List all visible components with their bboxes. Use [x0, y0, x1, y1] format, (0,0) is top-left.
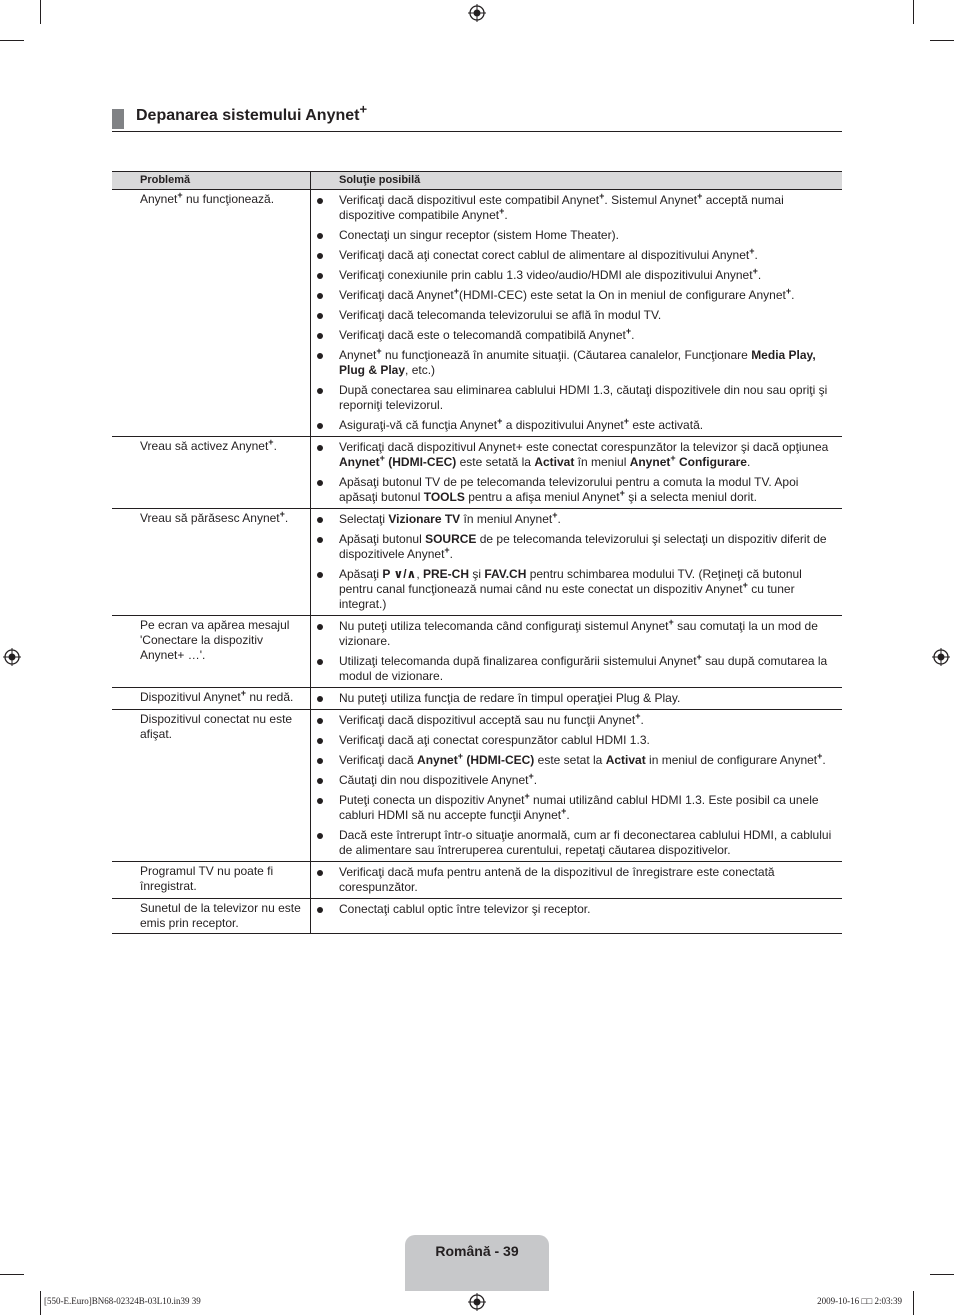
list-item: Conectaţi cablul optic între televizor şi receptor. — [311, 902, 836, 917]
solution-cell — [311, 899, 843, 934]
registration-mark-icon — [468, 4, 486, 22]
registration-mark-icon — [3, 648, 21, 666]
problem-cell: Sunetul de la televizor nu este emis prin receptor. — [112, 899, 311, 934]
list-item: Verificaţi dacă aţi conectat corespunzător cablul HDMI 1.3. — [311, 733, 836, 748]
table-row — [112, 509, 842, 616]
solution-list — [311, 691, 836, 706]
list-item: Puteţi conecta un dispozitiv Anynet+ numai utilizând cablul HDMI 1.3. Este posibil ca unele cabluri HDMI să nu accepte funcţii Anynet+. — [311, 793, 836, 823]
list-item: Asiguraţi-vă că funcţia Anynet+ a dispozitivului Anynet+ este activată. — [311, 418, 836, 433]
problem-cell: Dispozitivul conectat nu este afişat. — [112, 710, 311, 862]
print-info-file: [550-E.Euro]BN68-02324B-03L10.in39 39 — [44, 1296, 201, 1306]
solution-cell — [311, 862, 843, 899]
crop-mark — [930, 1274, 954, 1275]
list-item: Verificaţi conexiunile prin cablu 1.3 video/audio/HDMI ale dispozitivului Anynet+. — [311, 268, 836, 283]
registration-mark-icon — [932, 648, 950, 666]
solution-cell — [311, 437, 843, 509]
troubleshooting-table — [112, 171, 842, 934]
page-number: Română - 39 — [435, 1243, 519, 1259]
table-row — [112, 437, 842, 509]
table-row — [112, 862, 842, 899]
list-item: Apăsaţi butonul SOURCE de pe telecomanda televizorului şi selectaţi un dispozitiv diferit de dispozitivele Anynet+. — [311, 532, 836, 562]
solution-list — [311, 713, 836, 858]
table-row — [112, 710, 842, 862]
solution-cell — [311, 509, 843, 616]
section-heading — [112, 101, 842, 132]
list-item: Verificaţi dacă aţi conectat corect cablul de alimentare al dispozitivului Anynet+. — [311, 248, 836, 263]
problem-cell: Anynet+ nu funcţionează. — [112, 190, 311, 437]
crop-mark — [40, 0, 41, 24]
solution-list — [311, 193, 836, 433]
table-row — [112, 688, 842, 710]
list-item: Verificaţi dacă dispozitivul acceptă sau nu funcţii Anynet+. — [311, 713, 836, 728]
table-header-row — [112, 172, 842, 190]
list-item: Verificaţi dacă telecomanda televizorului se află în modul TV. — [311, 308, 836, 323]
solution-list — [311, 865, 836, 895]
crop-mark — [40, 1291, 41, 1315]
crop-mark — [0, 40, 24, 41]
list-item: Selectaţi Vizionare TV în meniul Anynet+. — [311, 512, 836, 527]
list-item: Verificaţi dacă dispozitivul este compatibil Anynet+. Sistemul Anynet+ acceptă numai dispozitive compatibile Anynet+. — [311, 193, 836, 223]
solution-cell — [311, 688, 843, 710]
crop-mark — [0, 1274, 24, 1275]
problem-cell: Vreau să activez Anynet+. — [112, 437, 311, 509]
list-item: Verificaţi dacă este o telecomandă compatibilă Anynet+. — [311, 328, 836, 343]
page-number-tab — [405, 1235, 549, 1291]
table-row — [112, 616, 842, 688]
list-item: Nu puteţi utiliza funcţia de redare în timpul operaţiei Plug & Play. — [311, 691, 836, 706]
list-item: Anynet+ nu funcţionează în anumite situaţii. (Căutarea canalelor, Funcţionare Media Play, Plug & Play, etc.) — [311, 348, 836, 378]
solution-cell — [311, 616, 843, 688]
list-item: Nu puteţi utiliza telecomanda când configuraţi sistemul Anynet+ sau comutaţi la un mod de vizionare. — [311, 619, 836, 649]
list-item: Apăsaţi butonul TV de pe telecomanda televizorului pentru a comuta la modul TV. Apoi apăsaţi butonul TOOLS pentru a afişa meniul Anynet+ şi a selecta meniul dorit. — [311, 475, 836, 505]
list-item: Căutaţi din nou dispozitivele Anynet+. — [311, 773, 836, 788]
solution-list — [311, 902, 836, 917]
solution-list — [311, 619, 836, 684]
list-item: După conectarea sau eliminarea cablului HDMI 1.3, căutaţi dispozitivele din nou sau opriţi şi reporniţi televizorul. — [311, 383, 836, 413]
solution-cell — [311, 710, 843, 862]
list-item: Utilizaţi telecomanda după finalizarea configurării sistemului Anynet+ sau după comutarea la modul de vizionare. — [311, 654, 836, 684]
solution-cell — [311, 190, 843, 437]
problem-cell: Vreau să părăsesc Anynet+. — [112, 509, 311, 616]
header-solution: Soluţie posibilă — [311, 172, 843, 190]
solution-list — [311, 440, 836, 505]
crop-mark — [913, 1291, 914, 1315]
list-item: Conectaţi un singur receptor (sistem Home Theater). — [311, 228, 836, 243]
print-info-date: 2009-10-16 □□ 2:03:39 — [817, 1296, 902, 1306]
list-item: Verificaţi dacă mufa pentru antenă de la dispozitivul de înregistrare este conectată corespunzător. — [311, 865, 836, 895]
crop-mark — [930, 40, 954, 41]
header-problem: Problemă — [112, 172, 311, 190]
list-item: Apăsaţi P ∨/∧, PRE-CH şi FAV.CH pentru schimbarea modului TV. (Reţineţi că butonul pentru canal funcţionează numai când nu este conectat un dispozitiv Anynet+ cu tuner integrat.) — [311, 567, 836, 612]
list-item: Dacă este întrerupt într-o situaţie anormală, cum ar fi deconectarea cablului HDMI, a cablului de alimentare sau întreruperea curentului, repetaţi căutarea dispozitivelor. — [311, 828, 836, 858]
problem-cell: Dispozitivul Anynet+ nu redă. — [112, 688, 311, 710]
problem-cell: Programul TV nu poate fi înregistrat. — [112, 862, 311, 899]
solution-list — [311, 512, 836, 612]
list-item: Verificaţi dacă Anynet+ (HDMI-CEC) este setat la Activat in meniul de configurare Anynet+. — [311, 753, 836, 768]
page-title: Depanarea sistemului Anynet+ — [136, 101, 368, 124]
list-item: Verificaţi dacă dispozitivul Anynet+ este conectat corespunzător la televizor şi dacă opţiunea Anynet+ (HDMI-CEC) este setată la Activat în meniul Anynet+ Configurare. — [311, 440, 836, 470]
crop-mark — [913, 0, 914, 24]
table-row — [112, 190, 842, 437]
list-item: Verificaţi dacă Anynet+(HDMI-CEC) este setat la On in meniul de configurare Anynet+. — [311, 288, 836, 303]
table-row — [112, 899, 842, 934]
heading-bar — [112, 109, 124, 129]
problem-cell: Pe ecran va apărea mesajul 'Conectare la dispozitiv Anynet+ …'. — [112, 616, 311, 688]
registration-mark-icon — [468, 1293, 486, 1311]
